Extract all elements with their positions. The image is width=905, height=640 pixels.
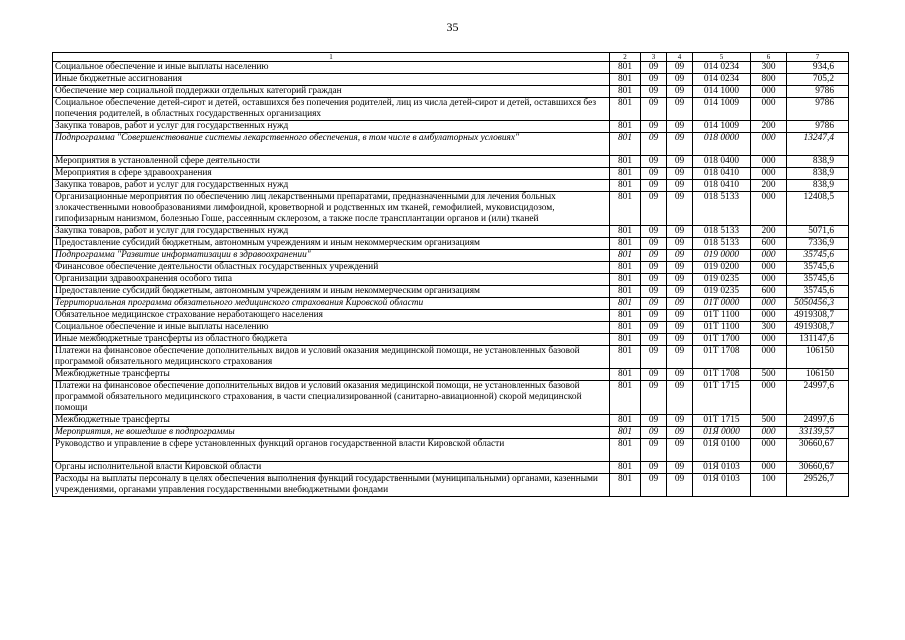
section-code-cell: 09 (641, 439, 667, 462)
amount-cell: 35745,6 (787, 262, 849, 274)
table-row (53, 322, 849, 334)
row-description-cell: Закупка товаров, работ и услуг для государственных нужд (53, 121, 610, 133)
subsection-code-cell: 09 (667, 168, 693, 180)
row-description-cell: Территориальная программа обязательного медицинского страхования Кировской области (53, 298, 610, 310)
table-row (53, 462, 849, 474)
section-code-cell: 09 (641, 156, 667, 168)
expense-type-cell: 000 (751, 98, 787, 121)
row-description-cell: Мероприятия в сфере здравоохранения (53, 168, 610, 180)
subsection-code-cell: 09 (667, 121, 693, 133)
target-article-cell: 018 0400 (693, 156, 751, 168)
table-row (53, 274, 849, 286)
expense-type-cell: 000 (751, 334, 787, 346)
section-code-cell: 09 (641, 474, 667, 497)
subsection-code-cell: 09 (667, 62, 693, 74)
amount-cell: 7336,9 (787, 238, 849, 250)
subsection-code-cell: 09 (667, 310, 693, 322)
ministry-code-cell: 801 (610, 439, 641, 462)
target-article-cell: 018 0410 (693, 180, 751, 192)
subsection-code-cell: 09 (667, 474, 693, 497)
target-article-cell: 01Т 0000 (693, 298, 751, 310)
table-row (53, 369, 849, 381)
subsection-code-cell: 09 (667, 427, 693, 439)
expense-type-cell: 000 (751, 462, 787, 474)
subsection-code-cell: 09 (667, 322, 693, 334)
section-code-cell: 09 (641, 334, 667, 346)
table-row (53, 346, 849, 369)
section-code-cell: 09 (641, 121, 667, 133)
target-article-cell: 019 0235 (693, 274, 751, 286)
section-code-cell: 09 (641, 238, 667, 250)
ministry-code-cell: 801 (610, 346, 641, 369)
table-row (53, 310, 849, 322)
ministry-code-cell: 801 (610, 334, 641, 346)
ministry-code-cell: 801 (610, 274, 641, 286)
header-cell: 3 (641, 53, 667, 62)
amount-cell: 9786 (787, 86, 849, 98)
amount-cell: 33139,57 (787, 427, 849, 439)
expense-type-cell: 000 (751, 168, 787, 180)
row-description-cell: Расходы на выплаты персоналу в целях обеспечения выполнения функций государственными (муниципальными) органами, казенными учреждениями, органами управления государственными внебюджетными фондами (53, 474, 610, 497)
expense-type-cell: 100 (751, 474, 787, 497)
ministry-code-cell: 801 (610, 62, 641, 74)
target-article-cell: 014 1009 (693, 121, 751, 133)
table-row (53, 226, 849, 238)
ministry-code-cell: 801 (610, 369, 641, 381)
row-description-cell: Финансовое обеспечение деятельности областных государственных учреждений (53, 262, 610, 274)
target-article-cell: 018 0410 (693, 168, 751, 180)
section-code-cell: 09 (641, 74, 667, 86)
ministry-code-cell: 801 (610, 474, 641, 497)
target-article-cell: 014 1009 (693, 98, 751, 121)
subsection-code-cell: 09 (667, 346, 693, 369)
ministry-code-cell: 801 (610, 427, 641, 439)
ministry-code-cell: 801 (610, 415, 641, 427)
expense-type-cell: 000 (751, 310, 787, 322)
row-description-cell: Мероприятия, не вошедшие в подпрограммы (53, 427, 610, 439)
amount-cell: 106150 (787, 346, 849, 369)
amount-cell: 838,9 (787, 180, 849, 192)
expense-type-cell: 600 (751, 286, 787, 298)
table-row (53, 427, 849, 439)
target-article-cell: 014 0234 (693, 74, 751, 86)
amount-cell: 13247,4 (787, 133, 849, 156)
target-article-cell: 019 0200 (693, 262, 751, 274)
subsection-code-cell: 09 (667, 238, 693, 250)
row-description-cell: Платежи на финансовое обеспечение дополнительных видов и условий оказания медицинской помощи, не установленных базовой программой обязательного медицинского страхования (53, 346, 610, 369)
target-article-cell: 01Т 1700 (693, 334, 751, 346)
expense-type-cell: 200 (751, 226, 787, 238)
expense-type-cell: 000 (751, 439, 787, 462)
amount-cell: 9786 (787, 121, 849, 133)
target-article-cell: 01Т 1708 (693, 369, 751, 381)
row-description-cell: Иные межбюджетные трансферты из областного бюджета (53, 334, 610, 346)
table-row (53, 250, 849, 262)
subsection-code-cell: 09 (667, 381, 693, 415)
amount-cell: 35745,6 (787, 286, 849, 298)
expense-type-cell: 200 (751, 121, 787, 133)
table-row (53, 192, 849, 226)
header-cell: 5 (693, 53, 751, 62)
expense-type-cell: 000 (751, 156, 787, 168)
row-description-cell: Платежи на финансовое обеспечение дополнительных видов и условий оказания медицинской помощи, не установленных базовой программой обязательного медицинского страхования, в части специализированной (санитарно-авиационной) скорой медицинской помощи (53, 381, 610, 415)
table-row (53, 168, 849, 180)
ministry-code-cell: 801 (610, 226, 641, 238)
expense-type-cell: 000 (751, 298, 787, 310)
amount-cell: 24997,6 (787, 381, 849, 415)
amount-cell: 838,9 (787, 168, 849, 180)
row-description-cell: Социальное обеспечение и иные выплаты населению (53, 62, 610, 74)
row-description-cell: Органы исполнительной власти Кировской области (53, 462, 610, 474)
amount-cell: 5050456,3 (787, 298, 849, 310)
row-description-cell: Мероприятия в установленной сфере деятельности (53, 156, 610, 168)
table-row (53, 286, 849, 298)
target-article-cell: 01Т 1715 (693, 415, 751, 427)
section-code-cell: 09 (641, 133, 667, 156)
section-code-cell: 09 (641, 381, 667, 415)
subsection-code-cell: 09 (667, 250, 693, 262)
table-row (53, 415, 849, 427)
expense-type-cell: 000 (751, 86, 787, 98)
row-description-cell: Обязательное медицинское страхование неработающего населения (53, 310, 610, 322)
expense-type-cell: 000 (751, 250, 787, 262)
subsection-code-cell: 09 (667, 439, 693, 462)
row-description-cell: Межбюджетные трансферты (53, 369, 610, 381)
row-description-cell: Социальное обеспечение детей-сирот и детей, оставшихся без попечения родителей, лиц из числа детей-сирот и детей, оставшихся без попечения родителей, в областных государственных организациях (53, 98, 610, 121)
ministry-code-cell: 801 (610, 298, 641, 310)
row-description-cell: Межбюджетные трансферты (53, 415, 610, 427)
amount-cell: 131147,6 (787, 334, 849, 346)
subsection-code-cell: 09 (667, 74, 693, 86)
section-code-cell: 09 (641, 62, 667, 74)
table-row (53, 121, 849, 133)
section-code-cell: 09 (641, 98, 667, 121)
section-code-cell: 09 (641, 168, 667, 180)
subsection-code-cell: 09 (667, 462, 693, 474)
expense-type-cell: 500 (751, 415, 787, 427)
header-cell: 4 (667, 53, 693, 62)
amount-cell: 35745,6 (787, 274, 849, 286)
subsection-code-cell: 09 (667, 298, 693, 310)
subsection-code-cell: 09 (667, 262, 693, 274)
amount-cell: 106150 (787, 369, 849, 381)
section-code-cell: 09 (641, 346, 667, 369)
target-article-cell: 018 5133 (693, 226, 751, 238)
row-description-cell: Иные бюджетные ассигнования (53, 74, 610, 86)
row-description-cell: Предоставление субсидий бюджетным, автономным учреждениям и иным некоммерческим организациям (53, 286, 610, 298)
row-description-cell: Закупка товаров, работ и услуг для государственных нужд (53, 180, 610, 192)
ministry-code-cell: 801 (610, 98, 641, 121)
amount-cell: 4919308,7 (787, 310, 849, 322)
header-cell: 7 (787, 53, 849, 62)
row-description-cell: Организационные мероприятия по обеспечению лиц лекарственными препаратами, предназначенными для лечения больных злокачественными новообразованиями лимфоидной, кроветворной и родственных им тканей, гемофилией, муковисцидозом, гипофизарным нанизмом, болезнью Гоше, рассеянным склерозом, а также после трансплантации органов и (или) тканей (53, 192, 610, 226)
subsection-code-cell: 09 (667, 133, 693, 156)
section-code-cell: 09 (641, 262, 667, 274)
section-code-cell: 09 (641, 180, 667, 192)
target-article-cell: 014 0234 (693, 62, 751, 74)
expense-type-cell: 000 (751, 262, 787, 274)
section-code-cell: 09 (641, 415, 667, 427)
header-cell: 6 (751, 53, 787, 62)
table-row (53, 238, 849, 250)
ministry-code-cell: 801 (610, 86, 641, 98)
subsection-code-cell: 09 (667, 156, 693, 168)
table-row (53, 156, 849, 168)
subsection-code-cell: 09 (667, 369, 693, 381)
table-row (53, 98, 849, 121)
ministry-code-cell: 801 (610, 168, 641, 180)
ministry-code-cell: 801 (610, 121, 641, 133)
section-code-cell: 09 (641, 298, 667, 310)
target-article-cell: 018 0000 (693, 133, 751, 156)
row-description-cell: Закупка товаров, работ и услуг для государственных нужд (53, 226, 610, 238)
target-article-cell: 01Т 1100 (693, 310, 751, 322)
amount-cell: 705,2 (787, 74, 849, 86)
amount-cell: 5071,6 (787, 226, 849, 238)
expense-type-cell: 000 (751, 427, 787, 439)
target-article-cell: 01Я 0000 (693, 427, 751, 439)
table-row (53, 439, 849, 462)
amount-cell: 30660,67 (787, 439, 849, 462)
ministry-code-cell: 801 (610, 250, 641, 262)
header-cell: 1 (53, 53, 610, 62)
row-description-cell: Предоставление субсидий бюджетным, автономным учреждениям и иным некоммерческим организациям (53, 238, 610, 250)
row-description-cell: Социальное обеспечение и иные выплаты населению (53, 322, 610, 334)
header-cell: 2 (610, 53, 641, 62)
expense-type-cell: 600 (751, 238, 787, 250)
expense-type-cell: 300 (751, 322, 787, 334)
table-header-row (53, 53, 849, 62)
section-code-cell: 09 (641, 322, 667, 334)
section-code-cell: 09 (641, 286, 667, 298)
expense-type-cell: 200 (751, 180, 787, 192)
budget-table (52, 52, 849, 497)
subsection-code-cell: 09 (667, 415, 693, 427)
ministry-code-cell: 801 (610, 238, 641, 250)
amount-cell: 9786 (787, 98, 849, 121)
section-code-cell: 09 (641, 462, 667, 474)
subsection-code-cell: 09 (667, 226, 693, 238)
amount-cell: 24997,6 (787, 415, 849, 427)
expense-type-cell: 000 (751, 346, 787, 369)
section-code-cell: 09 (641, 427, 667, 439)
row-description-cell: Подпрограмма "Совершенствование системы лекарственного обеспечения, в том числе в амбулаторных условиях" (53, 133, 610, 156)
ministry-code-cell: 801 (610, 180, 641, 192)
target-article-cell: 019 0000 (693, 250, 751, 262)
row-description-cell: Обеспечение мер социальной поддержки отдельных категорий граждан (53, 86, 610, 98)
amount-cell: 12408,5 (787, 192, 849, 226)
expense-type-cell: 000 (751, 192, 787, 226)
amount-cell: 838,9 (787, 156, 849, 168)
table-row (53, 180, 849, 192)
table-row (53, 86, 849, 98)
target-article-cell: 01Я 0103 (693, 462, 751, 474)
subsection-code-cell: 09 (667, 274, 693, 286)
ministry-code-cell: 801 (610, 310, 641, 322)
ministry-code-cell: 801 (610, 381, 641, 415)
expense-type-cell: 500 (751, 369, 787, 381)
ministry-code-cell: 801 (610, 74, 641, 86)
target-article-cell: 01Я 0103 (693, 474, 751, 497)
amount-cell: 35745,6 (787, 250, 849, 262)
target-article-cell: 019 0235 (693, 286, 751, 298)
table-row (53, 474, 849, 497)
subsection-code-cell: 09 (667, 180, 693, 192)
section-code-cell: 09 (641, 310, 667, 322)
row-description-cell: Руководство и управление в сфере установленных функций органов государственной власти Кировской области (53, 439, 610, 462)
target-article-cell: 018 5133 (693, 192, 751, 226)
section-code-cell: 09 (641, 369, 667, 381)
amount-cell: 934,6 (787, 62, 849, 74)
ministry-code-cell: 801 (610, 192, 641, 226)
table-row (53, 334, 849, 346)
amount-cell: 4919308,7 (787, 322, 849, 334)
expense-type-cell: 800 (751, 74, 787, 86)
section-code-cell: 09 (641, 86, 667, 98)
ministry-code-cell: 801 (610, 286, 641, 298)
ministry-code-cell: 801 (610, 133, 641, 156)
amount-cell: 30660,67 (787, 462, 849, 474)
target-article-cell: 01Т 1100 (693, 322, 751, 334)
table-row (53, 62, 849, 74)
table-row (53, 381, 849, 415)
target-article-cell: 018 5133 (693, 238, 751, 250)
section-code-cell: 09 (641, 274, 667, 286)
table-row (53, 74, 849, 86)
expense-type-cell: 000 (751, 274, 787, 286)
table-row (53, 262, 849, 274)
row-description-cell: Организации здравоохранения особого типа (53, 274, 610, 286)
section-code-cell: 09 (641, 250, 667, 262)
target-article-cell: 014 1000 (693, 86, 751, 98)
ministry-code-cell: 801 (610, 262, 641, 274)
page-number: 35 (446, 20, 459, 34)
ministry-code-cell: 801 (610, 322, 641, 334)
row-description-cell: Подпрограмма "Развитие информатизации в здравоохранении" (53, 250, 610, 262)
subsection-code-cell: 09 (667, 98, 693, 121)
subsection-code-cell: 09 (667, 86, 693, 98)
ministry-code-cell: 801 (610, 462, 641, 474)
expense-type-cell: 000 (751, 133, 787, 156)
section-code-cell: 09 (641, 226, 667, 238)
expense-type-cell: 000 (751, 381, 787, 415)
target-article-cell: 01Я 0100 (693, 439, 751, 462)
subsection-code-cell: 09 (667, 286, 693, 298)
target-article-cell: 01Т 1715 (693, 381, 751, 415)
subsection-code-cell: 09 (667, 334, 693, 346)
amount-cell: 29526,7 (787, 474, 849, 497)
subsection-code-cell: 09 (667, 192, 693, 226)
expense-type-cell: 300 (751, 62, 787, 74)
target-article-cell: 01Т 1708 (693, 346, 751, 369)
section-code-cell: 09 (641, 192, 667, 226)
ministry-code-cell: 801 (610, 156, 641, 168)
table-row (53, 298, 849, 310)
table-row (53, 133, 849, 156)
